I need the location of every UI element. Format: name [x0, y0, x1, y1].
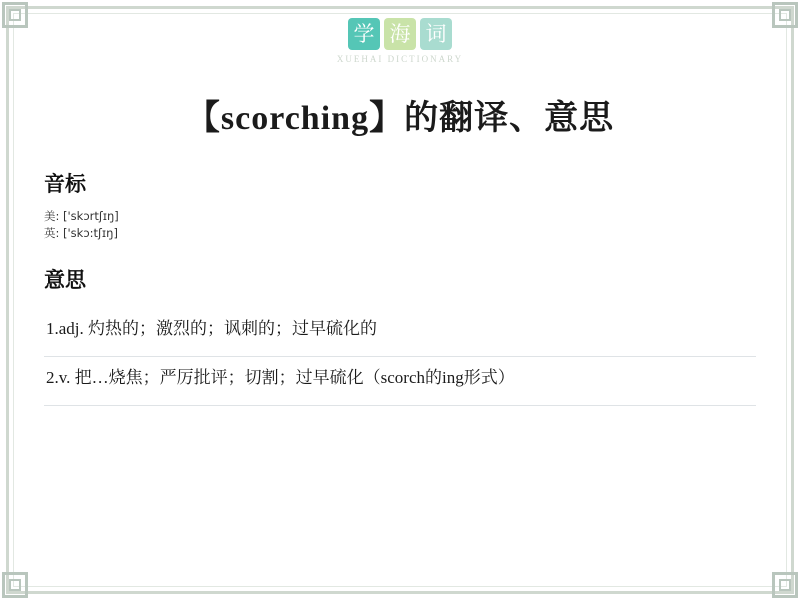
phonetic-line-uk: 英: ['skɔ:tʃɪŋ]: [44, 226, 118, 240]
logo-char-1: 学: [348, 18, 380, 50]
corner-ornament-bottom-right: [772, 572, 798, 598]
phonetic-heading: 音标: [44, 172, 86, 196]
logo-subtitle: XUEHAI DICTIONARY: [336, 54, 464, 64]
content-area: [44, 168, 756, 406]
site-logo: [0, 18, 800, 64]
corner-ornament-bottom-left: [2, 572, 28, 598]
phonetic-section: [44, 168, 756, 242]
meaning-heading: 意思: [44, 268, 86, 292]
logo-char-3: 词: [420, 18, 452, 50]
meaning-section: [44, 264, 756, 406]
meaning-list: [44, 308, 756, 406]
logo-char-2: 海: [384, 18, 416, 50]
phonetic-lines: [44, 208, 756, 242]
list-item: 2.v. 把…烧焦；严厉批评；切割；过早硫化（scorch的ing形式）: [44, 357, 756, 406]
list-item: 1.adj. 灼热的；激烈的；讽刺的；过早硫化的: [44, 308, 756, 357]
phonetic-line-us: 美: ['skɔrtʃɪŋ]: [44, 209, 119, 223]
logo-badges: [346, 18, 454, 50]
page-title: 【scorching】的翻译、意思: [185, 100, 615, 137]
